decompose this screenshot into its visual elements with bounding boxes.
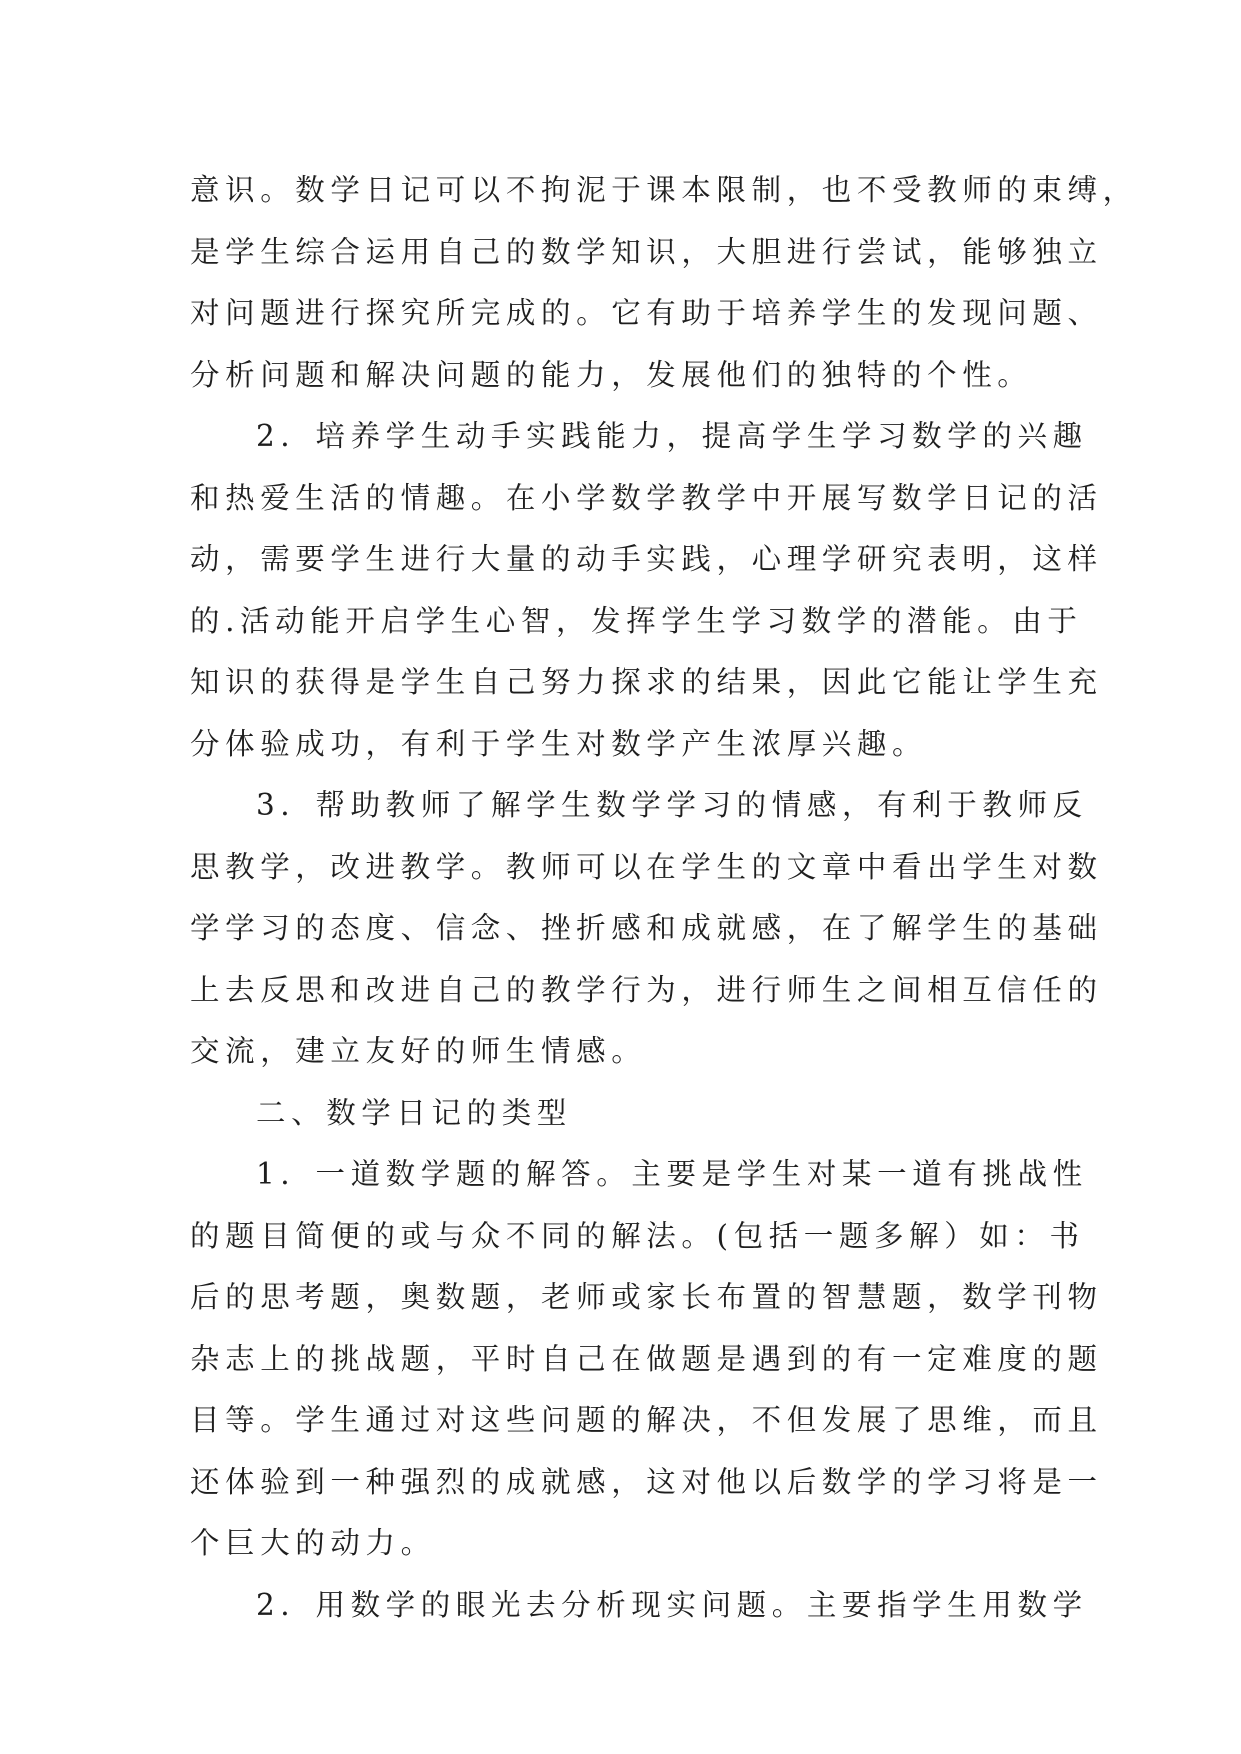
text-line: 目等。学生通过对这些问题的解决，不但发展了思维，而且 [190,1403,1103,1437]
text-line: 思教学，改进教学。教师可以在学生的文章中看出学生对数 [190,849,1103,884]
text-line: 1．一道数学题的解答。主要是学生对某一道有挑战性 [256,1157,1088,1191]
body-text [190,160,1138,1636]
text-line: 2．培养学生动手实践能力，提高学生学习数学的兴趣 [256,419,1088,453]
text-line: 和热爱生活的情趣。在小学数学教学中开展写数学日记的活 [190,480,1103,515]
text-line: 学学习的态度、信念、挫折感和成就感，在了解学生的基础 [190,911,1103,945]
text-line: 的.活动能开启学生心智，发挥学生学习数学的潜能。由于 [190,603,1083,638]
text-line: 后的思考题，奥数题，老师或家长布置的智慧题，数学刊物 [190,1280,1103,1314]
text-line: 上去反思和改进自己的教学行为，进行师生之间相互信任的 [190,972,1103,1007]
text-line: 动，需要学生进行大量的动手实践，心理学研究表明，这样 [190,542,1103,576]
text-line: 分析问题和解决问题的能力，发展他们的独特的个性。 [190,357,1033,392]
text-line: 的题目简便的或与众不同的解法。(包括一题多解）如：书 [190,1218,1085,1253]
text-line: 还体验到一种强烈的成就感，这对他以后数学的学习将是一 [190,1464,1103,1499]
text-line: 交流，建立友好的师生情感。 [190,1034,647,1068]
text-line: 2．用数学的眼光去分析现实问题。主要指学生用数学 [256,1587,1088,1622]
section-heading: 二、数学日记的类型 [256,1095,572,1130]
text-line: 个巨大的动力。 [190,1526,436,1560]
text-line: 分体验成功，有利于学生对数学产生浓厚兴趣。 [190,726,928,761]
text-line: 意识。数学日记可以不拘泥于课本限制，也不受教师的束缚， [190,173,1138,207]
text-line: 知识的获得是学生自己努力探求的结果，因此它能让学生充 [190,665,1103,699]
text-line: 杂志上的挑战题，平时自己在做题是遇到的有一定难度的题 [190,1341,1103,1376]
text-line: 对问题进行探究所完成的。它有助于培养学生的发现问题、 [190,296,1103,330]
text-line: 是学生综合运用自己的数学知识，大胆进行尝试，能够独立 [190,234,1103,269]
text-line: 3．帮助教师了解学生数学学习的情感，有利于教师反 [256,788,1088,822]
